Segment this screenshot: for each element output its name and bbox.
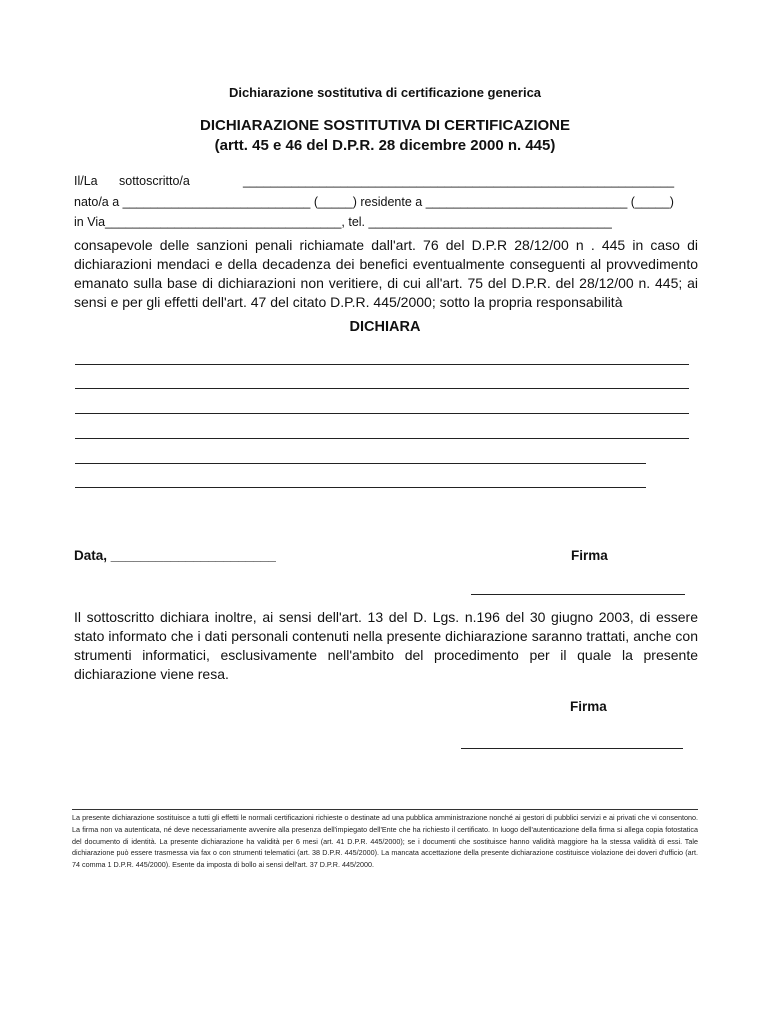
signature-line[interactable]	[461, 748, 683, 749]
footer-divider	[72, 809, 698, 810]
signature-line[interactable]	[471, 594, 685, 595]
dichiara-heading: DICHIARA	[349, 319, 421, 335]
field-label-il-la: Il/La	[74, 174, 98, 188]
firma-label: Firma	[571, 548, 608, 563]
declaration-line[interactable]	[75, 388, 689, 389]
birth-residence-field[interactable]: nato/a a ___________________________ (_____) residente a _____________________________ (_____)	[74, 195, 674, 209]
consapevole-paragraph: consapevole delle sanzioni penali richiamate dall'art. 76 del D.P.R 28/12/00 n . 445 in caso di dichiarazioni mendaci e della decadenza dei benefici eventualmente conseguenti al provvedimento emanato sulla base di dichiarazioni non veritiere, di cui all'art. 75 del D.P.R. del 28/12/00 n. 445; ai sensi e per gli effetti dell'art. 47 del citato D.P.R. 445/2000; sotto la propria responsabilità	[74, 237, 698, 310]
footer-note: La presente dichiarazione sostituisce a tutti gli effetti le normali certificazioni richieste o destinate ad una pubblica amministrazione nonché ai gestori di pubblici servizi e ai privati che vi consentono. La firma non va autenticata, né deve necessariamente avvenire alla presenza dell'impiegato dell'Ente che ha richiesto il certificato. In luogo dell'autenticazione della firma si allega copia fotostatica del documento di identità. La presente dichiarazione ha validità per 6 mesi (art. 41 D.P.R. 445/2000); se i documenti che sostituisce hanno validità maggiore ha la stessa validità di essi. Tale dichiarazione può essere trasmessa via fax o con strumenti telematici (art. 38 D.P.R. 445/2000). La mancata accettazione della presente dichiarazione costituisce violazione dei doveri d'ufficio (art. 74 comma 1 D.P.R. 445/2000). Esente da imposta di bollo ai sensi dell'art. 37 D.P.R. 445/2000.	[72, 813, 698, 870]
legal-reference: (artt. 45 e 46 del D.P.R. 28 dicembre 2000 n. 445)	[214, 137, 556, 154]
field-label-sottoscritto: sottoscritto/a	[119, 174, 190, 188]
document-subtitle: Dichiarazione sostitutiva di certificazione generica	[228, 85, 542, 100]
declaration-line[interactable]	[75, 438, 689, 439]
document-title: DICHIARAZIONE SOSTITUTIVA DI CERTIFICAZIONE	[200, 117, 570, 134]
date-field[interactable]: Data, ______________________	[74, 548, 276, 563]
declaration-line[interactable]	[75, 463, 646, 464]
firma-label: Firma	[570, 699, 607, 714]
name-blank-field[interactable]: ______________________________________________________________	[243, 174, 675, 188]
address-phone-field[interactable]: in Via__________________________________, tel. ___________________________________	[74, 215, 612, 229]
declaration-line[interactable]	[75, 487, 646, 488]
declaration-line[interactable]	[75, 364, 689, 365]
privacy-paragraph: Il sottoscritto dichiara inoltre, ai sensi dell'art. 13 del D. Lgs. n.196 del 30 giugno 2003, di essere stato informato che i dati personali contenuti nella presente dichiarazione saranno trattati, anche con strumenti informatici, esclusivamente nell'ambito del procedimento per il quale la presente dichiarazione viene resa.	[74, 609, 698, 682]
declaration-line[interactable]	[75, 413, 689, 414]
